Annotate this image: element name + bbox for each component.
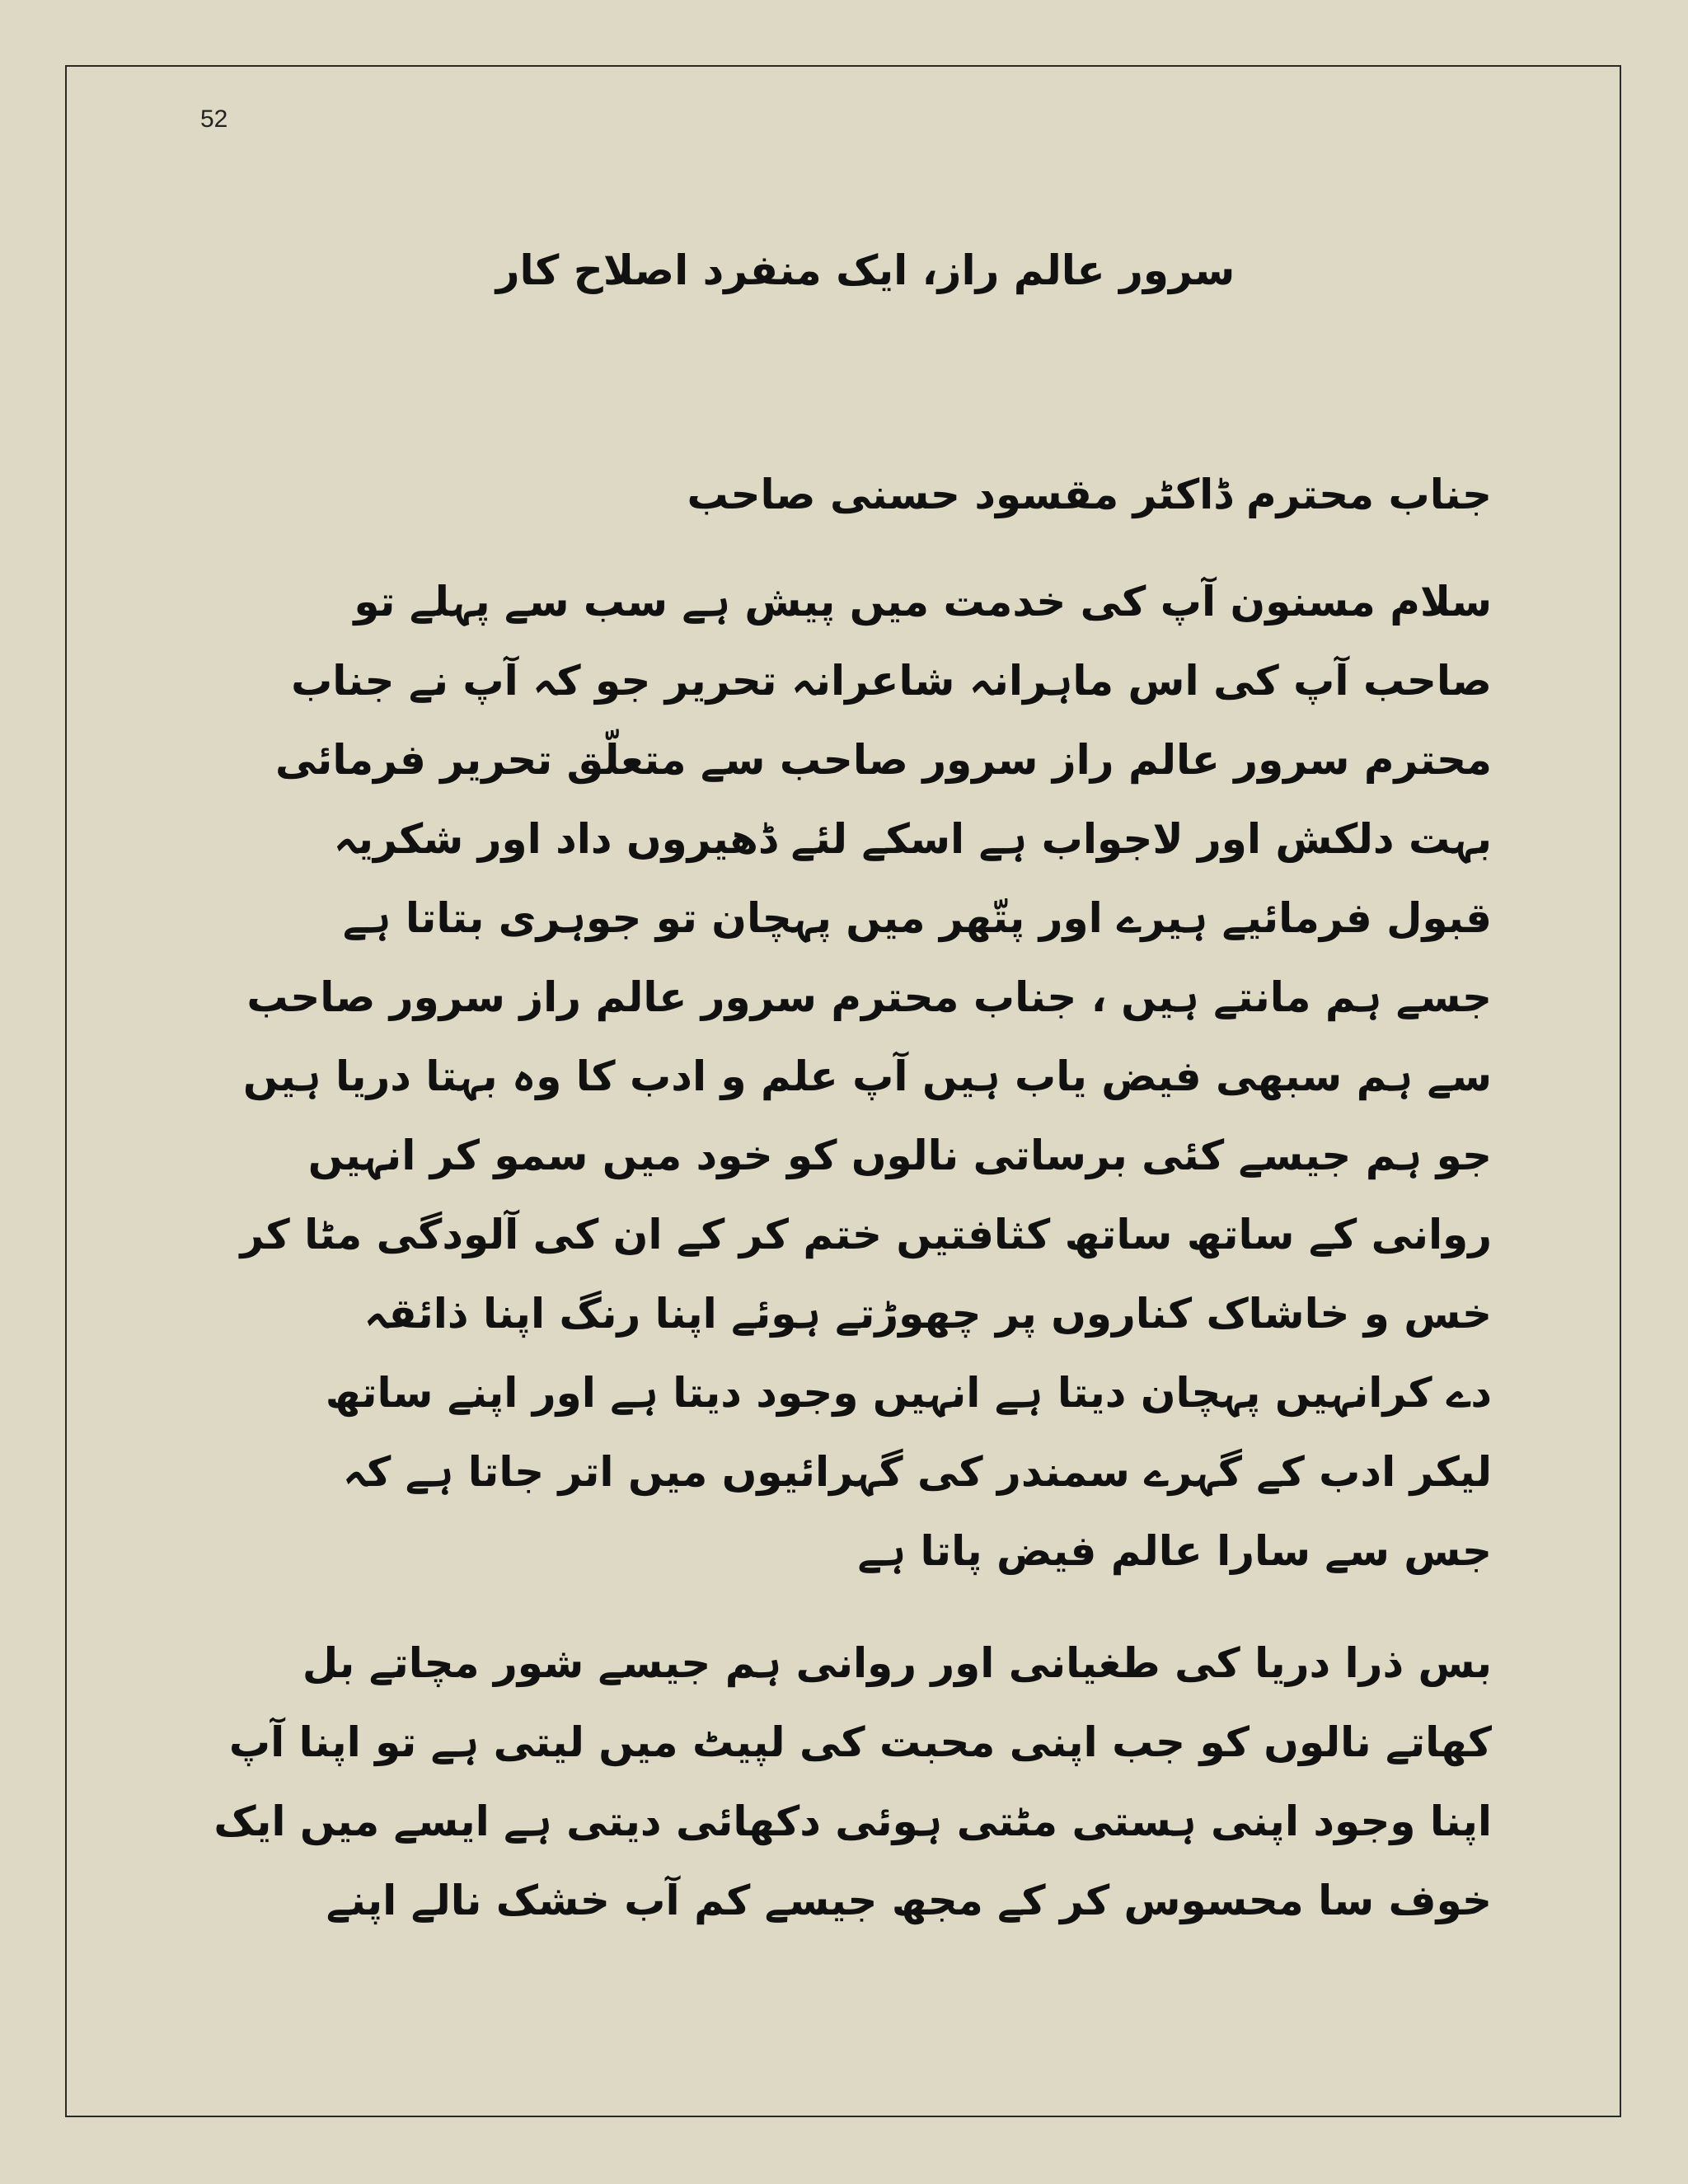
salutation-text: جناب محترم ڈاکٹر مقسود حسنی صاحب	[687, 471, 1492, 518]
paragraph-line: روانی کے ساتھ ساتھ کثافتیں ختم کر کے ان کی آلودگی مٹا کر	[240, 1211, 1492, 1258]
paragraph-line: دے کرانہیں پہچان دیتا ہے انہیں وجود دیتا ہے اور اپنے ساتھ	[325, 1369, 1492, 1417]
paragraph-line: جس سے سارا عالم فیض پاتا ہے	[857, 1527, 1492, 1575]
paragraph-line: جو ہم جیسے کئی برساتی نالوں کو خود میں سمو کر انہیں	[307, 1132, 1492, 1179]
paragraph-line: بہت دلکش اور لاجواب ہے اسکے لئے ڈھیروں داد اور شکریہ	[333, 815, 1492, 863]
paragraph-line: محترم سرور عالم راز سرور صاحب سے متعلّق تحریر فرمائی	[274, 736, 1492, 784]
page-title: سرور عالم راز، ایک منفرد اصلاح کار	[495, 246, 1236, 294]
paragraph-2	[198, 1624, 1492, 1940]
paragraph-line: کھاتے نالوں کو جب اپنی محبت کی لپیٹ میں لیتی ہے تو اپنا آپ	[228, 1718, 1492, 1766]
paragraph-line: بس ذرا دریا کی طغیانی اور روانی ہم جیسے شور مچاتے بل	[302, 1639, 1492, 1687]
paragraph-line: سے ہم سبھی فیض یاب ہیں آپ علم و ادب کا وہ بہتا دریا ہیں	[242, 1052, 1492, 1100]
paragraph-line: سلام مسنون آپ کی خدمت میں پیش ہے سب سے پہلے تو	[354, 578, 1492, 626]
paragraph-line: خوف سا محسوس کر کے مجھ جیسے کم آب خشک نالے اپنے	[326, 1877, 1492, 1924]
paragraph-line: لیکر ادب کے گہرے سمندر کی گہرائیوں میں اتر جاتا ہے کہ	[343, 1448, 1492, 1496]
paragraph-line: خس و خاشاک کناروں پر چھوڑتے ہوئے اپنا رنگ اپنا ذائقہ	[363, 1290, 1492, 1338]
paragraph-line: اپنا وجود اپنی ہستی مٹتی ہوئی دکھائی دیتی ہے ایسے میں ایک	[213, 1797, 1492, 1845]
paragraph-line: قبول فرمائیے ہیرے اور پتّھر میں پہچان تو جوہری بتاتا ہے	[342, 894, 1492, 942]
page-number: 52	[200, 105, 228, 133]
paragraph-1	[198, 562, 1492, 1591]
paragraph-line: صاحب آپ کی اس ماہرانہ شاعرانہ تحریر جو کہ آپ نے جناب	[291, 657, 1492, 705]
salutation	[198, 455, 1492, 534]
paragraph-line: جسے ہم مانتے ہیں ، جناب محترم سرور عالم راز سرور صاحب	[246, 973, 1492, 1021]
